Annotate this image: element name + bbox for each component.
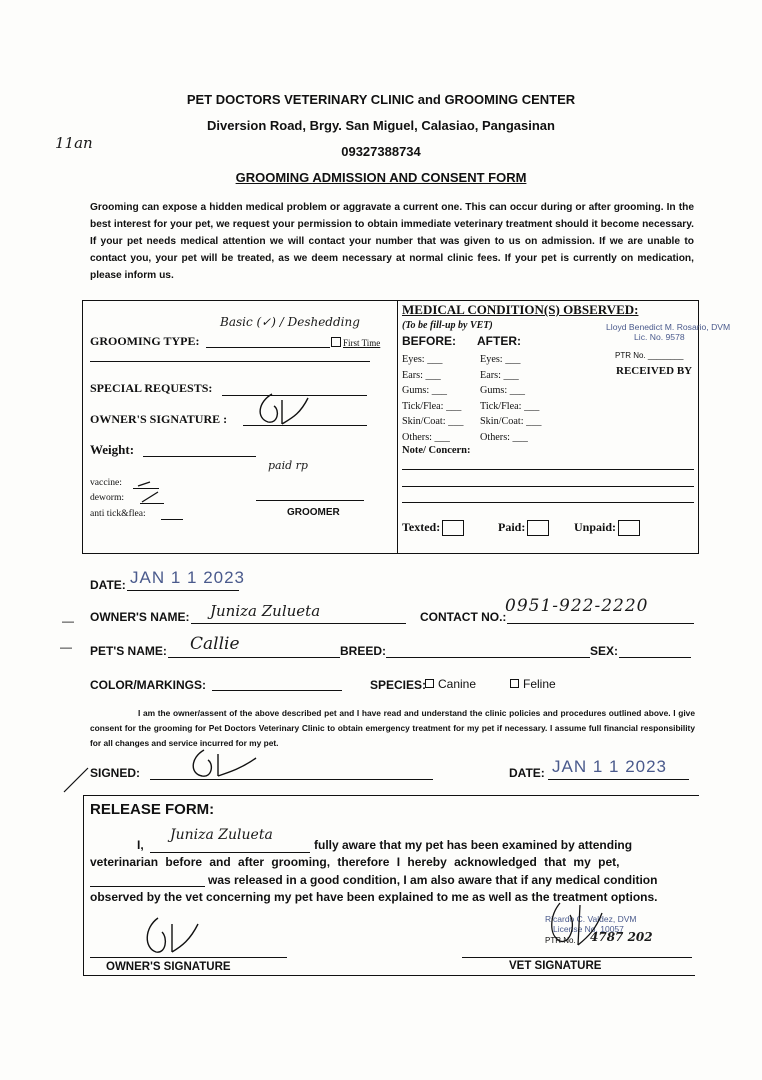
feline-checkbox[interactable] bbox=[510, 679, 519, 688]
release-line2: veterinarian before and after grooming, therefore I hereby acknowledged that my pet, bbox=[90, 855, 620, 869]
signed-signature-mark bbox=[186, 744, 266, 784]
clinic-address: Diversion Road, Brgy. San Miguel, Calasiao, Pangasinan bbox=[207, 118, 555, 133]
owner-signature-label: OWNER'S SIGNATURE : bbox=[90, 412, 228, 426]
unpaid-checkbox[interactable] bbox=[618, 520, 640, 536]
form-title: GROOMING ADMISSION AND CONSENT FORM bbox=[235, 170, 527, 185]
signed-date-label: DATE: bbox=[509, 766, 545, 780]
release-i-label: I, bbox=[137, 838, 144, 852]
paid-field[interactable]: Paid: bbox=[498, 520, 549, 536]
antitick-label: anti tick&flea: bbox=[90, 508, 146, 519]
ptr-label: PTR No. ________ bbox=[615, 351, 684, 360]
species-feline-option[interactable]: Feline bbox=[510, 677, 556, 691]
condition-after[interactable]: Eyes: ___ bbox=[480, 354, 521, 365]
paid-note: paid rp bbox=[268, 459, 308, 472]
date-label: DATE: bbox=[90, 578, 126, 592]
release-line4: observed by the vet concerning my pet have been explained to me as well as the treatment options. bbox=[90, 890, 658, 904]
tick-mark: — bbox=[62, 614, 74, 628]
condition-before[interactable]: Ears: ___ bbox=[402, 369, 441, 381]
first-time-box[interactable] bbox=[331, 337, 341, 347]
date-stamp: JAN 1 1 2023 bbox=[130, 568, 246, 587]
color-markings-label: COLOR/MARKINGS: bbox=[90, 678, 206, 692]
check-marks bbox=[130, 476, 170, 504]
vet-signature-caption: VET SIGNATURE bbox=[509, 960, 602, 972]
owner-signature-caption: OWNER'S SIGNATURE bbox=[106, 961, 231, 973]
signed-arrow-mark bbox=[62, 762, 92, 796]
vaccine-label: vaccine: bbox=[90, 477, 122, 488]
release-form-title: RELEASE FORM: bbox=[90, 801, 215, 818]
owner-name-value[interactable]: Juniza Zulueta bbox=[210, 602, 321, 620]
canine-checkbox[interactable] bbox=[425, 679, 434, 688]
signed-date-stamp: JAN 1 1 2023 bbox=[552, 757, 668, 776]
grooming-type-value[interactable]: Basic (✓) / Deshedding bbox=[220, 315, 360, 329]
tick-mark: — bbox=[60, 640, 72, 654]
condition-after[interactable]: Others: ___ bbox=[480, 431, 528, 443]
condition-before[interactable]: Gums: ___ bbox=[402, 385, 447, 396]
before-label: BEFORE: bbox=[402, 334, 456, 348]
first-time-label: First Time bbox=[343, 338, 381, 348]
conditions-before-list bbox=[402, 352, 463, 445]
medical-conditions-title: MEDICAL CONDITION(S) OBSERVED: bbox=[402, 302, 639, 317]
vet-ptr-value: 4787 202 bbox=[590, 930, 653, 944]
medical-conditions-subtitle: (To be fill-up by VET) bbox=[402, 320, 493, 331]
vet-ptr-label: PTR No. bbox=[545, 936, 576, 945]
condition-before[interactable]: Tick/Flea: ___ bbox=[402, 400, 462, 412]
vet-stamp: Lloyd Benedict M. Rosario, DVM Lic. No. 9578 bbox=[606, 322, 731, 342]
weight-label: Weight: bbox=[90, 442, 135, 457]
special-requests-label: SPECIAL REQUESTS: bbox=[90, 381, 213, 395]
deworm-label: deworm: bbox=[90, 492, 125, 503]
owner-signature-mark bbox=[252, 388, 322, 432]
species-canine-option[interactable]: Canine bbox=[425, 677, 476, 691]
conditions-after-list bbox=[480, 352, 541, 445]
species-label: SPECIES: bbox=[370, 678, 427, 692]
paid-checkbox[interactable] bbox=[527, 520, 549, 536]
condition-before[interactable]: Others: ___ bbox=[402, 431, 450, 443]
note-concern-label: Note/ Concern: bbox=[402, 445, 471, 456]
intro-paragraph: Grooming can expose a hidden medical problem or aggravate a current one. This can occur during or after grooming. In the best interest for your pet, we request your permission to obtain immediate veterinary treatment should it become necessary. If your pet needs medical attention we will contact your number that was given to us on admission. If we are unable to contact you, your pet will be treated, as we deem necessary at normal clinic fees. If your pet is currently on medication, please inform us. bbox=[90, 202, 694, 281]
condition-after[interactable]: Skin/Coat: ___ bbox=[480, 416, 542, 427]
owner-name-label: OWNER'S NAME: bbox=[90, 610, 190, 624]
breed-label: BREED: bbox=[340, 644, 387, 658]
contact-label: CONTACT NO.: bbox=[420, 610, 507, 624]
clinic-phone: 09327388734 bbox=[341, 144, 421, 159]
signed-label: SIGNED: bbox=[90, 766, 141, 780]
texted-checkbox[interactable] bbox=[442, 520, 464, 536]
consent-paragraph: I am the owner/assent of the above described pet and I have read and understand the clinic policies and procedures outlined above. I give consent for the grooming for Pet Doctors Veterinary Clinic to obtain emergency treatment for my pet if necessary. I assume full financial responsibility for all changes and service incurred for my pet. bbox=[90, 708, 695, 748]
after-label: AFTER: bbox=[477, 334, 521, 348]
first-time-checkbox[interactable] bbox=[331, 337, 380, 348]
contact-value[interactable]: 0951-922-2220 bbox=[505, 596, 649, 616]
texted-field[interactable]: Texted: bbox=[402, 520, 464, 536]
panel-divider bbox=[397, 300, 398, 553]
grooming-type-label: GROOMING TYPE: bbox=[90, 334, 200, 348]
received-by-label: RECEIVED BY bbox=[616, 365, 693, 377]
pet-name-value[interactable]: Callie bbox=[190, 634, 240, 654]
vet-signature-mark bbox=[540, 895, 610, 955]
release-name-value[interactable]: Juniza Zulueta bbox=[170, 827, 273, 843]
condition-after[interactable]: Tick/Flea: ___ bbox=[480, 400, 540, 412]
vet-license-stamp: Ricardo C. Valdez, DVM License No. 10057 bbox=[545, 914, 637, 934]
sex-label: SEX: bbox=[590, 644, 619, 658]
margin-note: 11an bbox=[55, 134, 93, 152]
release-line3: was released in a good condition, I am also aware that if any medical condition bbox=[208, 873, 658, 887]
clinic-name: PET DOCTORS VETERINARY CLINIC and GROOMING CENTER bbox=[186, 92, 576, 107]
release-line1: fully aware that my pet has been examined by attending bbox=[314, 838, 633, 852]
condition-after[interactable]: Gums: ___ bbox=[480, 385, 525, 396]
condition-after[interactable]: Ears: ___ bbox=[480, 369, 519, 381]
unpaid-field[interactable]: Unpaid: bbox=[574, 520, 640, 536]
condition-before[interactable]: Eyes: ___ bbox=[402, 354, 443, 365]
condition-before[interactable]: Skin/Coat: ___ bbox=[402, 416, 464, 427]
groomer-label: GROOMER bbox=[287, 507, 340, 518]
pet-name-label: PET'S NAME: bbox=[90, 644, 167, 658]
owner-release-signature-mark bbox=[140, 912, 210, 962]
